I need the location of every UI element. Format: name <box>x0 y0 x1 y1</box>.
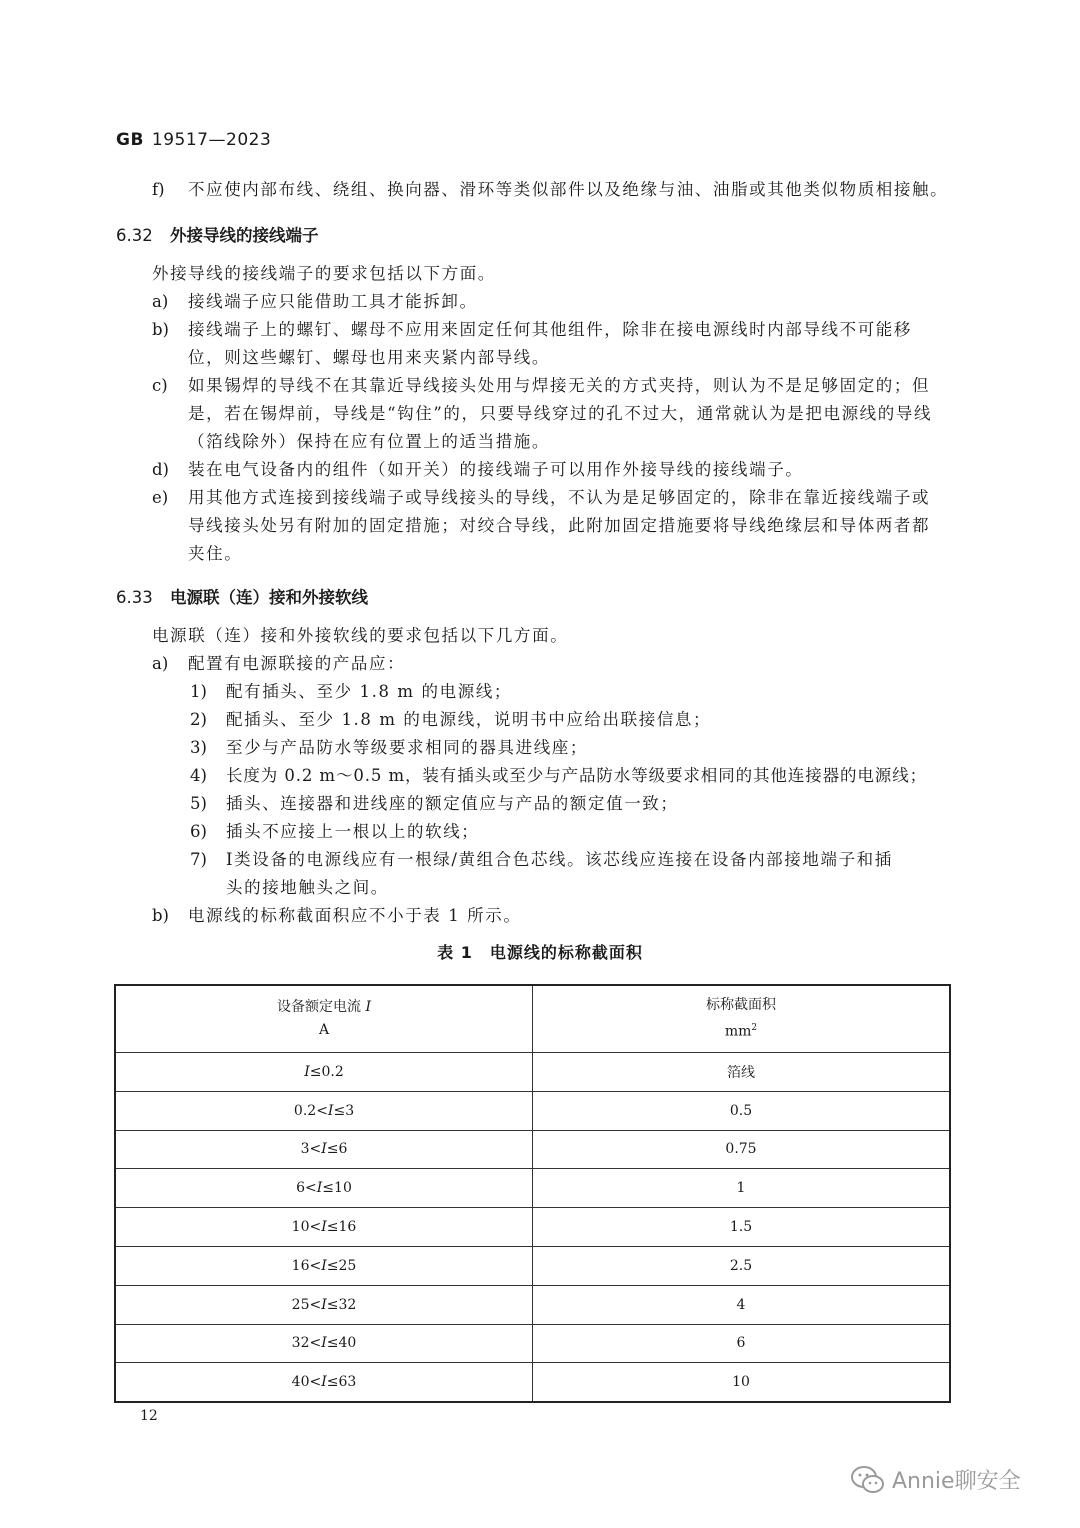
section-title: 外接导线的接线端子 <box>170 226 319 245</box>
item-text-cont: （箔线除外）保持在应有位置上的适当措施。 <box>188 432 550 451</box>
subitem-text: 插头不应接上一根以上的软线； <box>226 822 480 841</box>
item-e <box>152 484 930 512</box>
cross-section-cell: 箔线 <box>533 1053 951 1092</box>
rated-current-cell: 16<I≤25 <box>115 1246 533 1285</box>
subitem-text: 长度为 0.2 m～0.5 m，装有插头或至少与产品防水等级要求相同的其他连接器的电源线； <box>226 766 928 785</box>
watermark-text: Annie聊安全 <box>892 1469 1021 1494</box>
subitem-text: 配有插头、至少 1.8 m 的电源线； <box>226 682 513 701</box>
rated-current-cell: 10<I≤16 <box>115 1208 533 1247</box>
section-intro: 电源联（连）接和外接软线的要求包括以下几方面。 <box>152 626 569 645</box>
rated-current-cell: 0.2<I≤3 <box>115 1091 533 1130</box>
item-text-cont: 夹住。 <box>188 544 243 563</box>
subitem-mark: 7) <box>190 850 207 869</box>
cross-section-cell: 4 <box>533 1285 951 1324</box>
section-number: 6.33 <box>116 588 153 607</box>
rated-current-cell: 6<I≤10 <box>115 1169 533 1208</box>
item-f <box>152 176 948 204</box>
item-mark: d) <box>152 460 169 479</box>
item-mark: e) <box>152 488 169 507</box>
subitem-3 <box>190 734 588 762</box>
item-b <box>152 316 912 344</box>
subitem-text: Ⅰ类设备的电源线应有一根绿/黄组合色芯线。该芯线应连接在设备内部接地端子和插 <box>226 850 893 869</box>
subitem-1 <box>190 678 512 706</box>
std-number: 19517—2023 <box>151 130 272 150</box>
table-row <box>115 1130 950 1169</box>
table-row <box>115 1246 950 1285</box>
subitem-5 <box>190 790 679 818</box>
header-unit-exponent: 2 <box>751 1023 758 1034</box>
table-row <box>115 1091 950 1130</box>
subitem-mark: 2) <box>190 710 207 729</box>
item-d <box>152 456 803 484</box>
table-row <box>115 1169 950 1208</box>
header-symbol: I <box>365 999 371 1015</box>
cross-section-cell: 1.5 <box>533 1208 951 1247</box>
item-text: 不应使内部布线、绕组、换向器、滑环等类似部件以及绝缘与油、油脂或其他类似物质相接触。 <box>188 180 949 199</box>
subitem-text: 至少与产品防水等级要求相同的器具进线座； <box>226 738 588 757</box>
table-row <box>115 1053 950 1092</box>
item-text-cont: 是，若在锡焊前，导线是“钩住”的，只要导线穿过的孔不过大，通常就认为是把电源线的导线 <box>188 404 933 423</box>
table-row <box>115 1285 950 1324</box>
rated-current-cell: 32<I≤40 <box>115 1324 533 1363</box>
subitem-mark: 5) <box>190 794 207 813</box>
subitem-6 <box>190 818 479 846</box>
cross-section-cell: 6 <box>533 1324 951 1363</box>
header-unit: A <box>318 1022 330 1038</box>
rated-current-cell: I≤0.2 <box>115 1053 533 1092</box>
cross-section-cell: 0.5 <box>533 1091 951 1130</box>
subitem-text: 插头、连接器和进线座的额定值应与产品的额定值一致； <box>226 794 679 813</box>
item-mark: c) <box>152 376 168 395</box>
item-mark: a) <box>152 654 169 673</box>
item-text: 电源线的标称截面积应不小于表 1 所示。 <box>188 906 522 925</box>
header-label: 设备额定电流 <box>277 999 361 1015</box>
item-text: 配置有电源联接的产品应： <box>188 654 406 673</box>
section-heading-6-33 <box>116 584 368 608</box>
table-caption: 表 1 电源线的标称截面积 <box>437 943 643 962</box>
cross-section-cell: 10 <box>533 1363 951 1402</box>
table-body <box>115 1053 950 1403</box>
item-text: 接线端子上的螺钉、螺母不应用来固定任何其他组件，除非在接电源线时内部导线不可能移 <box>188 320 912 339</box>
rated-current-cell: 40<I≤63 <box>115 1363 533 1402</box>
section-title: 电源联（连）接和外接软线 <box>170 588 368 607</box>
table-row <box>115 1208 950 1247</box>
item-b <box>152 902 522 930</box>
item-mark: a) <box>152 292 169 311</box>
item-mark: b) <box>152 320 169 339</box>
table-row <box>115 1324 950 1363</box>
cross-section-table <box>114 984 951 1403</box>
subitem-mark: 4) <box>190 766 207 785</box>
item-text: 如果锡焊的导线不在其靠近导线接头处用与焊接无关的方式夹持，则认为不是足够固定的；但 <box>188 376 931 395</box>
subitem-text: 配插头、至少 1.8 m 的电源线，说明书中应给出联接信息； <box>226 710 712 729</box>
subitem-2 <box>190 706 711 734</box>
header-unit: mm <box>724 1023 752 1040</box>
wechat-icon <box>850 1465 886 1495</box>
cross-section-cell: 1 <box>533 1169 951 1208</box>
table-header-row <box>115 985 950 1053</box>
cross-section-cell: 0.75 <box>533 1130 951 1169</box>
subitem-mark: 3) <box>190 738 207 757</box>
section-number: 6.32 <box>116 226 153 245</box>
item-text: 用其他方式连接到接线端子或导线接头的导线，不认为是足够固定的，除非在靠近接线端子或 <box>188 488 931 507</box>
subitem-mark: 1) <box>190 682 207 701</box>
header-label: 标称截面积 <box>706 997 776 1014</box>
cross-section-cell: 2.5 <box>533 1246 951 1285</box>
item-text: 接线端子应只能借助工具才能拆卸。 <box>188 292 478 311</box>
table-row <box>115 1363 950 1402</box>
item-mark: b) <box>152 906 169 925</box>
watermark <box>850 1464 1021 1495</box>
item-a <box>152 288 478 316</box>
item-a <box>152 650 405 678</box>
rated-current-cell: 25<I≤32 <box>115 1285 533 1324</box>
subitem-7 <box>190 846 893 874</box>
item-mark: f) <box>152 180 165 199</box>
rated-current-cell: 3<I≤6 <box>115 1130 533 1169</box>
page-number: 12 <box>140 1408 158 1424</box>
standard-number <box>116 130 271 150</box>
section-heading-6-32 <box>116 222 319 246</box>
section-intro: 外接导线的接线端子的要求包括以下方面。 <box>152 264 496 283</box>
std-prefix: GB <box>116 130 144 150</box>
item-text: 装在电气设备内的组件（如开关）的接线端子可以用作外接导线的接线端子。 <box>188 460 804 479</box>
header-cross-section <box>533 985 951 1053</box>
subitem-4 <box>190 762 927 790</box>
subitem-text-cont: 头的接地触头之间。 <box>226 878 389 897</box>
header-rated-current <box>115 985 533 1053</box>
item-text-cont: 位，则这些螺钉、螺母也用来夹紧内部导线。 <box>188 348 550 367</box>
subitem-mark: 6) <box>190 822 207 841</box>
item-text-cont: 导线接头处另有附加的固定措施；对绞合导线，此附加固定措施要将导线绝缘层和导体两者都 <box>188 516 931 535</box>
item-c <box>152 372 930 400</box>
